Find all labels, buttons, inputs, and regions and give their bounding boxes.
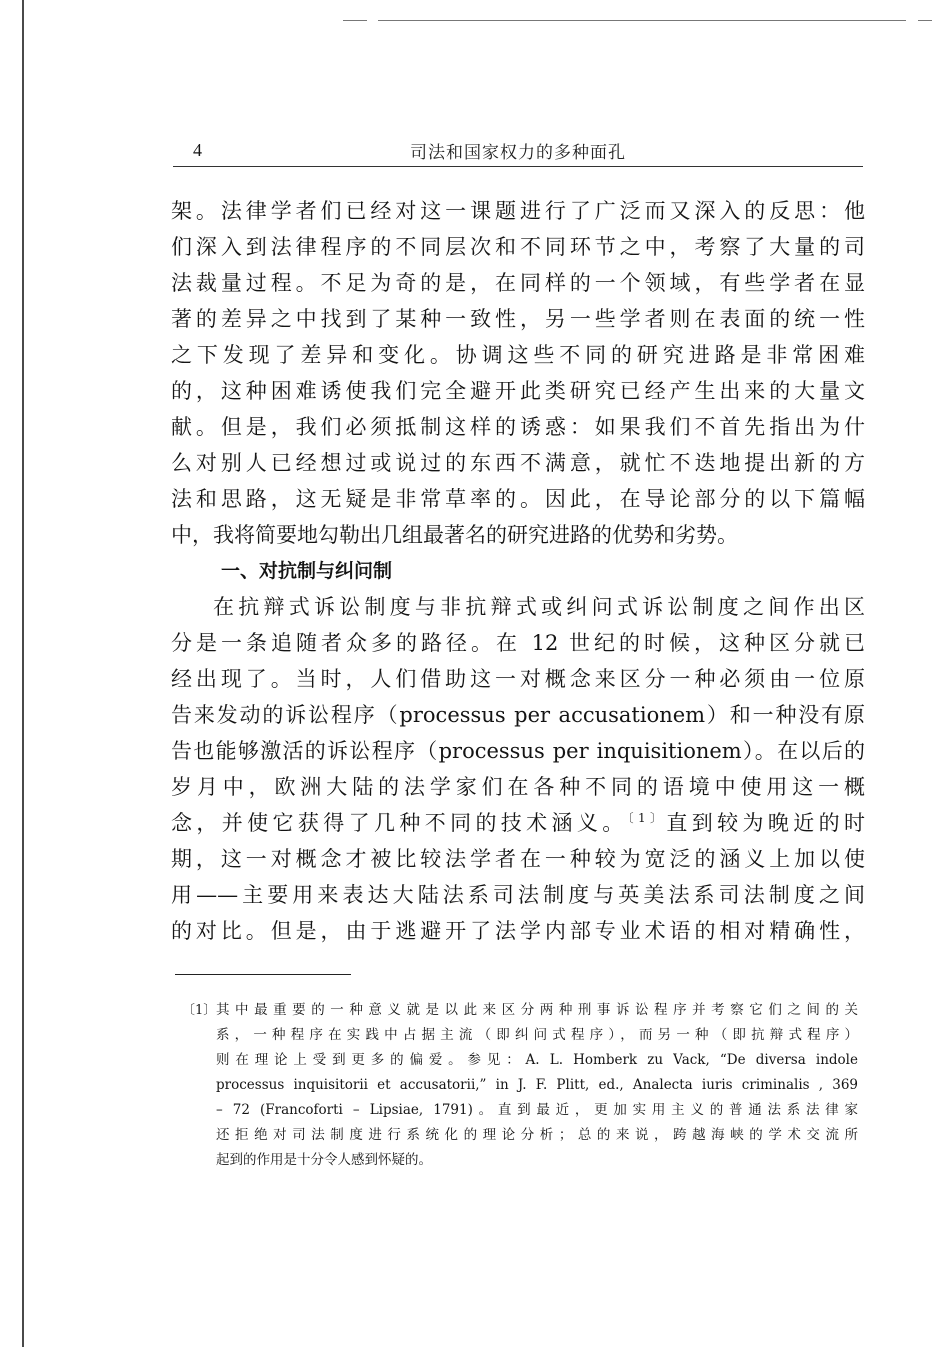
- footnote-reference: 〔1〕: [627, 811, 667, 825]
- text-line: 的对比。但是，由于逃避开了法学内部专业术语的相对精确性，: [171, 919, 865, 943]
- footnote-line: 其中最重要的一种意义就是以此来区分两种刑事诉讼程序并考察它们之间的关: [216, 1002, 858, 1018]
- body-text: [171, 193, 865, 949]
- top-rule: [378, 20, 906, 21]
- footnote-marker: 〔1〕: [182, 1003, 217, 1018]
- text-segment: 念，并使它获得了几种不同的技术涵义。: [171, 811, 628, 835]
- page-binding-edge: [22, 0, 24, 1347]
- running-header: [173, 132, 863, 167]
- text-line: 经出现了。当时，人们借助这一对概念来区分一种必须由一位原: [171, 667, 865, 691]
- text-line: 分是一条追随者众多的路径。在 12 世纪的时候，这种区分就已: [171, 631, 865, 655]
- footnote-separator: [175, 974, 351, 975]
- top-rule-dash: [343, 20, 367, 21]
- text-line: 么对别人已经想过或说过的东西不满意，就忙不迭地提出新的方: [171, 451, 865, 475]
- text-segment: 直到较为晚近的时: [666, 811, 865, 835]
- text-line: 法和思路，这无疑是非常草率的。因此，在导论部分的以下篇幅: [171, 487, 865, 511]
- footnote: [182, 998, 872, 1173]
- section-heading: 一、对抗制与纠问制: [221, 560, 393, 582]
- page-number: 4: [193, 140, 202, 160]
- footnote-line: 则在理论上受到更多的偏爱。参见：A. L. Homberk zu Vack, “De diversa indole: [216, 1052, 858, 1068]
- running-title: 司法和国家权力的多种面孔: [410, 143, 626, 163]
- footnote-line: 系，一种程序在实践中占据主流（即纠问式程序），而另一种（即抗辩式程序）: [216, 1027, 858, 1043]
- footnote-line: – 72 (Francoforti – Lipsiae, 1791)。直到最近，更加实用主义的普通法系法律家: [216, 1102, 858, 1118]
- text-line: 的，这种困难诱使我们完全避开此类研究已经产生出来的大量文: [171, 379, 865, 403]
- text-line: 期，这一对概念才被比较法学者在一种较为宽泛的涵义上加以使: [171, 847, 865, 871]
- footnote-line: processus inquisitorii et accusatorii,” in J. F. Plitt, ed., Analecta iuris criminalis , 369: [216, 1077, 858, 1093]
- text-line: 在抗辩式诉讼制度与非抗辩式或纠问式诉讼制度之间作出区: [213, 595, 865, 619]
- text-line: 中，我将简要地勾勒出几组最著名的研究进路的优势和劣势。: [171, 523, 738, 547]
- text-line: 岁月中，欧洲大陆的法学家们在各种不同的语境中使用这一概: [171, 775, 865, 799]
- text-line: [171, 805, 865, 841]
- text-line: 告也能够激活的诉讼程序（processus per inquisitionem）。在以后的: [171, 739, 865, 763]
- text-line: 之下发现了差异和变化。协调这些不同的研究进路是非常困难: [171, 343, 865, 367]
- text-line: 架。法律学者们已经对这一课题进行了广泛而又深入的反思：他: [171, 199, 865, 223]
- text-line: 著的差异之中找到了某种一致性，另一些学者则在表面的统一性: [171, 307, 865, 331]
- text-line: 告来发动的诉讼程序（processus per accusationem）和一种没有原: [171, 703, 865, 727]
- footnote-line: 起到的作用是十分令人感到怀疑的。: [216, 1152, 432, 1168]
- text-line: 们深入到法律程序的不同层次和不同环节之中，考察了大量的司: [171, 235, 865, 259]
- text-line: 献。但是，我们必须抵制这样的诱惑：如果我们不首先指出为什: [171, 415, 865, 439]
- text-line: 法裁量过程。不足为奇的是，在同样的一个领域，有些学者在显: [171, 271, 865, 295]
- footnote-line: 还拒绝对司法制度进行系统化的理论分析；总的来说，跨越海峡的学术交流所: [216, 1127, 858, 1143]
- text-line: 用——主要用来表达大陆法系司法制度与英美法系司法制度之间: [171, 883, 865, 907]
- top-rule-dash: [918, 20, 932, 21]
- footnote-body: [216, 998, 858, 1173]
